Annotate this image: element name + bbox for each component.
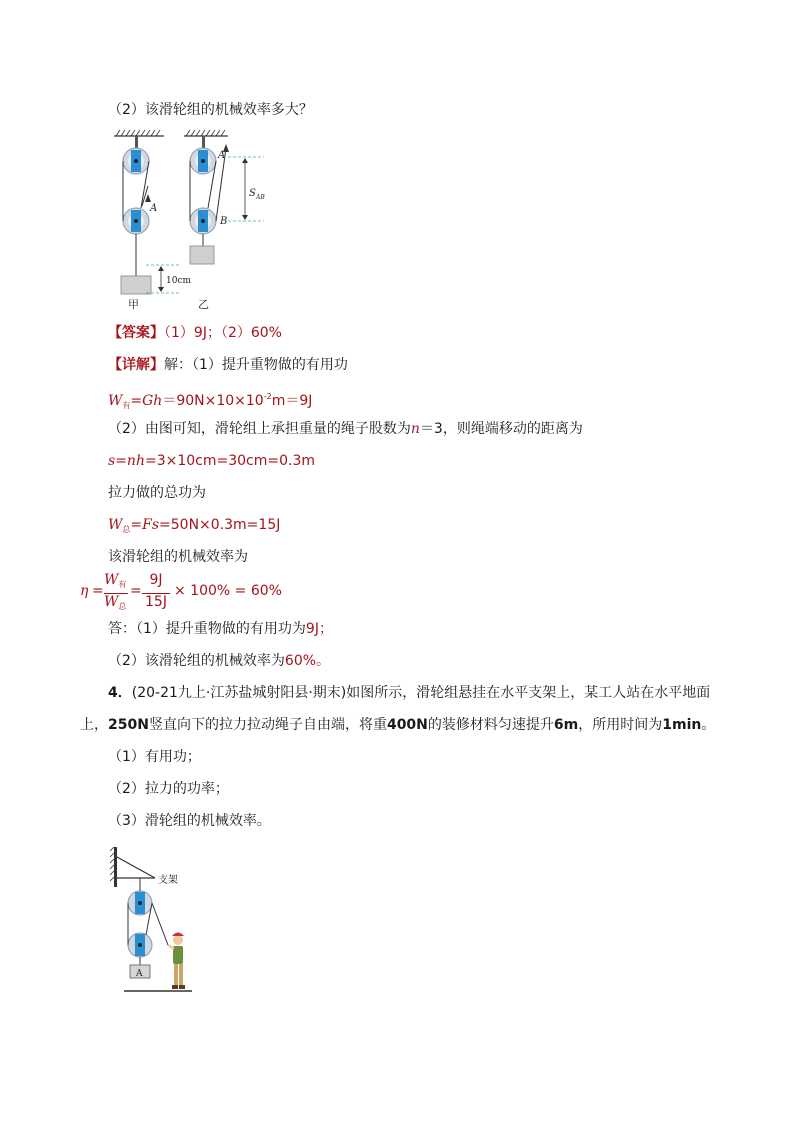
moving-pulley-q4 bbox=[128, 933, 152, 957]
detail-line bbox=[108, 355, 348, 375]
label-s-sub: AB bbox=[256, 194, 265, 201]
arrow-a-left bbox=[145, 194, 151, 202]
total-work-text: 拉力做的总功为 bbox=[108, 485, 206, 501]
answer-tag: 【答案】 bbox=[108, 325, 164, 341]
final-answer-2: （2）该滑轮组的机械效率为60%。 bbox=[108, 653, 331, 669]
total-work-equation: $W_总=Fs=50N\times 0.3m=15J$ bbox=[108, 517, 281, 534]
label-yi: 乙 bbox=[198, 298, 209, 311]
final-answer-1: 答：（1）提升重物做的有用功为9J； bbox=[108, 621, 333, 637]
pulley-figure-q3 bbox=[108, 126, 278, 312]
efficiency-text: 该滑轮组的机械效率为 bbox=[108, 549, 248, 565]
label-10cm: 10cm bbox=[166, 276, 192, 286]
label-weight-a: A bbox=[136, 969, 143, 979]
q4-line1: 4．(20-21九上·江苏盐城射阳县·期末)如图所示，滑轮组悬挂在水平支架上，某工人站在水平地面 bbox=[108, 685, 711, 701]
weight-left bbox=[121, 276, 151, 294]
fixed-pulley-q4 bbox=[128, 891, 152, 915]
worker bbox=[168, 933, 185, 990]
q3-sub2-question: （2）该滑轮组的机械效率多大？ bbox=[108, 102, 313, 118]
detail-tag: 【详解】 bbox=[108, 357, 164, 373]
ceiling-hatch-right bbox=[184, 130, 228, 136]
moving-pulley-left bbox=[123, 208, 149, 234]
moving-pulley-right bbox=[190, 208, 216, 234]
q4-sub1: （1）有用功； bbox=[108, 749, 201, 765]
fixed-pulley-left bbox=[123, 136, 149, 174]
efficiency-formula: η = $W_有$ $W_总$ = 9J 15J × 100% = 60% bbox=[80, 572, 282, 611]
answer-line bbox=[108, 323, 282, 343]
fixed-pulley-right bbox=[190, 136, 216, 174]
label-a-left: A bbox=[150, 203, 158, 214]
q4-line2: 上，250N竖直向下的拉力拉动绳子自由端，将重400N的装修材料匀速提升6m，所用时间为1min。 bbox=[80, 717, 716, 733]
label-bracket: 支架 bbox=[158, 875, 178, 886]
label-jia: 甲 bbox=[128, 298, 139, 311]
bracket bbox=[117, 857, 155, 878]
q4-sub3: （3）滑轮组的机械效率。 bbox=[108, 813, 271, 829]
detail-intro: 解：（1）提升重物做的有用功 bbox=[164, 357, 348, 373]
label-a-right: A bbox=[218, 150, 226, 161]
label-b-right: B bbox=[220, 216, 228, 227]
label-s: S bbox=[249, 188, 256, 199]
pulley-figure-q4 bbox=[110, 845, 205, 995]
step2-line: （2）由图可知，滑轮组上承担重量的绳子股数为n＝3，则绳端移动的距离为 bbox=[108, 421, 583, 437]
answer-text: （1）9J；（2）60% bbox=[164, 325, 282, 341]
ceiling-hatch-left bbox=[114, 130, 164, 136]
weight-right bbox=[190, 246, 214, 264]
distance-equation: s=nh=3×10cm=30cm=0.3m bbox=[108, 453, 315, 469]
q4-sub2: （2）拉力的功率； bbox=[108, 781, 229, 797]
useful-work-equation: $W_有=Gh=90N\times 10\times 10^{-2}m=9J$ bbox=[108, 392, 313, 410]
